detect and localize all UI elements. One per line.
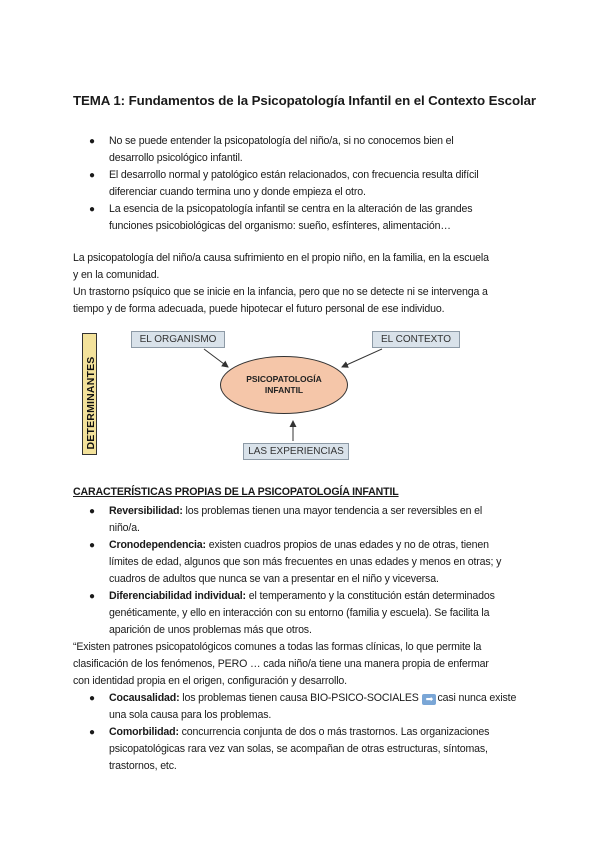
determinants-diagram — [82, 325, 462, 465]
list-item: ● Diferenciabilidad individual: el temperamento y la constitución están determinados genéticamente, y ello en interacción con su entorno (familia y escuela). Se facilita la aparición de unos problemas más que otros. — [89, 590, 495, 636]
list-item: ● Cocausalidad: los problemas tienen causa BIO-PSICO-SOCIALES ➡ casi nunca existe una sola causa para los problemas. — [89, 692, 517, 721]
bullet-icon: ● — [89, 591, 95, 602]
experiences-box: LAS EXPERIENCIAS — [243, 443, 349, 460]
bullet-icon: ● — [89, 170, 95, 181]
bullet-icon: ● — [89, 506, 95, 517]
quote-paragraph: “Existen patrones psicopatológicos comunes a todas las formas clínicas, lo que permite la clasificación de los fenómenos, PERO … cada niño/a tiene una manera propia de enfermar con identidad propia en el origen, configuración y desarrollo. — [73, 641, 489, 687]
list-item: ● Comorbilidad: concurrencia conjunta de dos o más trastornos. Las organizaciones psicopatológicas rara vez van solas, se acompañan de otras estructuras, síntomas, trastornos, etc. — [89, 726, 490, 772]
right-arrow-icon: ➡ — [422, 694, 436, 705]
determinants-label: DETERMINANTES — [84, 356, 97, 450]
ellipse-label: PSICOPATOLOGÍA INFANTIL — [246, 374, 322, 395]
page-title: TEMA 1: Fundamentos de la Psicopatología Infantil en el Contexto Escolar — [73, 93, 536, 108]
list-item: ● La esencia de la psicopatología infantil se centra en la alteración de las grandes funciones psicobiológicas del organismo: sueño, esfínteres, alimentación… — [89, 203, 473, 232]
intro-bullet-list — [89, 133, 529, 235]
bullet-icon: ● — [89, 540, 95, 551]
section-heading: CARACTERÍSTICAS PROPIAS DE LA PSICOPATOLOGÍA INFANTIL — [73, 486, 399, 498]
list-item: ● Reversibilidad: los problemas tienen una mayor tendencia a ser reversibles en el niño/a. — [89, 505, 483, 534]
bullet-icon: ● — [89, 693, 95, 704]
intro-paragraph: La psicopatología del niño/a causa sufrimiento en el propio niño, en la familia, en la escuela y en la comunidad. Un trastorno psíquico que se inicie en la infancia, pero que no se detecte ni se intervenga a tiempo y de forma adecuada, puede hipotecar el futuro personal de ese individuo. — [73, 252, 489, 315]
list-item: ● El desarrollo normal y patológico están relacionados, con frecuencia resulta difícil diferenciar cuando termina uno y donde empieza el otro. — [89, 169, 479, 198]
characteristics-list-2 — [89, 690, 539, 775]
context-box: EL CONTEXTO — [372, 331, 460, 348]
bullet-icon: ● — [89, 136, 95, 147]
psychopathology-ellipse — [220, 356, 348, 414]
bullet-icon: ● — [89, 204, 95, 215]
list-item: ● No se puede entender la psicopatología del niño/a, si no conocemos bien el desarrollo psicológico infantil. — [89, 135, 454, 164]
organism-box: EL ORGANISMO — [131, 331, 225, 348]
determinants-label-box — [82, 333, 97, 455]
bullet-icon: ● — [89, 727, 95, 738]
list-item: ● Cronodependencia: existen cuadros propios de unas edades y no de otras, tienen límites de edad, algunos que son más frecuentes en unas edades y menos en otras; y cuadros de adultos que nunca se van a presentar en el niño y viceversa. — [89, 539, 502, 585]
characteristics-list — [89, 503, 539, 639]
